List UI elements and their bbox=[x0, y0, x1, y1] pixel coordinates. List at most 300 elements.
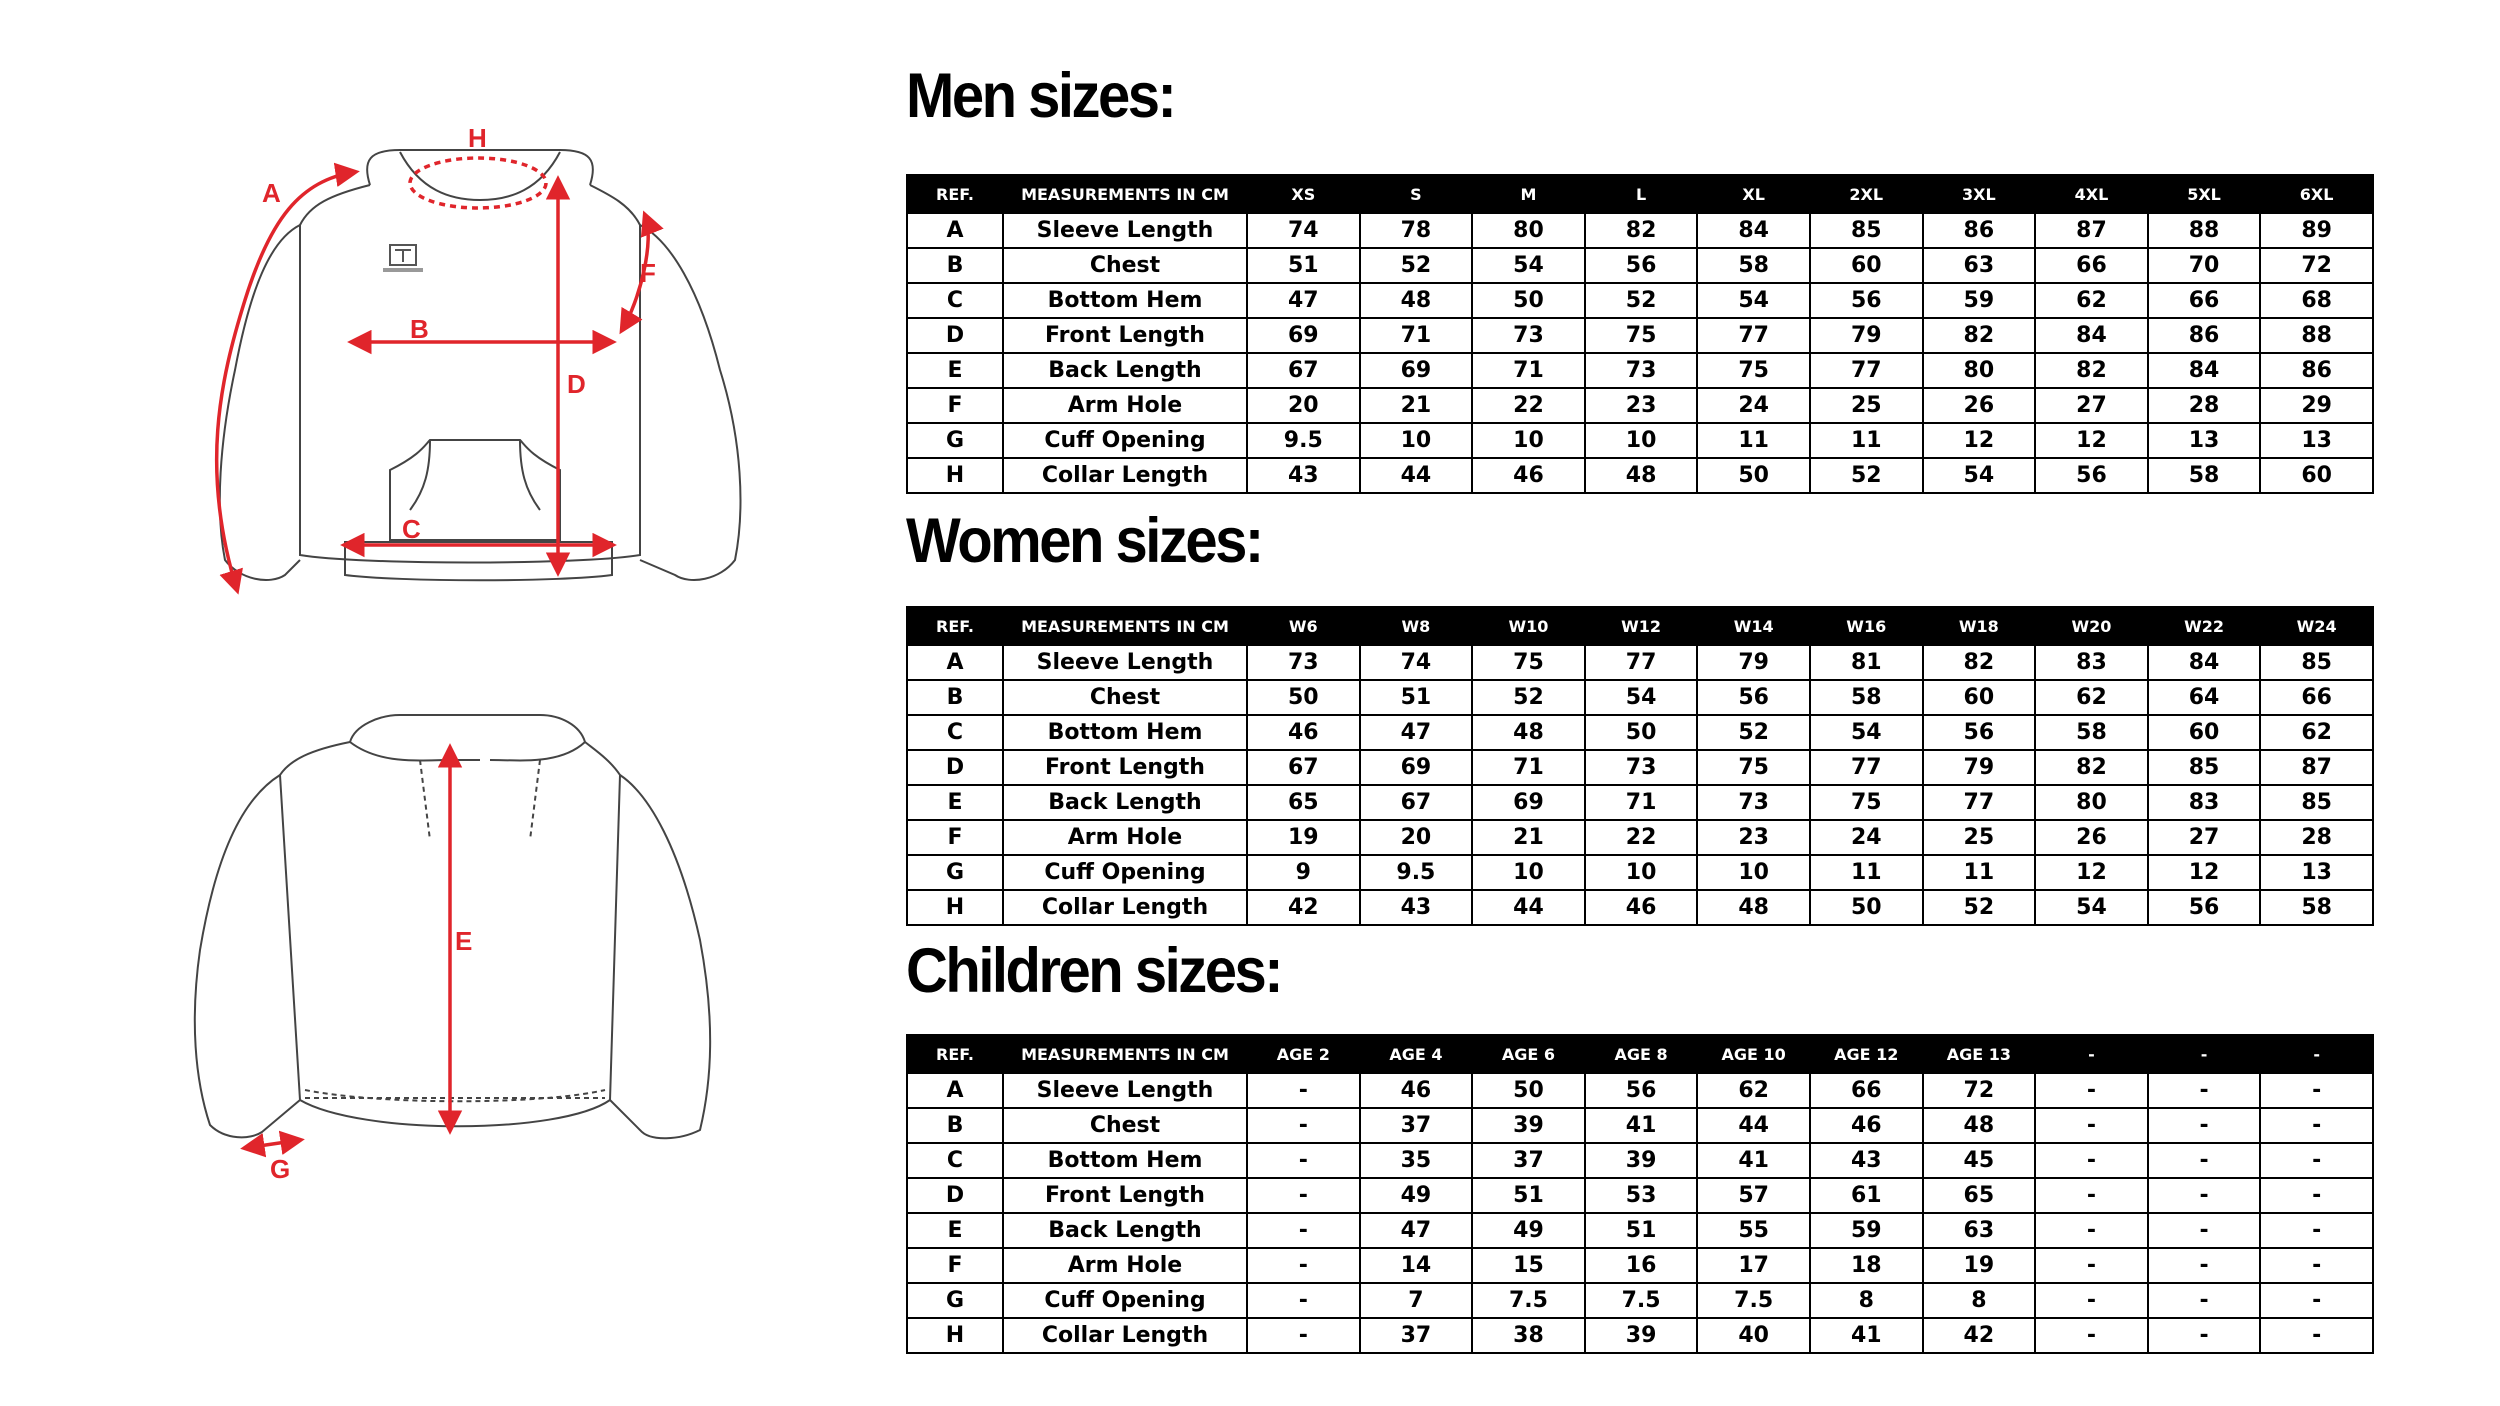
size-header: L bbox=[1585, 175, 1698, 213]
value-cell: 72 bbox=[2260, 248, 2373, 283]
size-header: W12 bbox=[1585, 607, 1698, 645]
value-cell: - bbox=[1247, 1213, 1360, 1248]
size-header: AGE 10 bbox=[1697, 1035, 1810, 1073]
women-sizes-title: Women sizes: bbox=[906, 506, 1262, 577]
value-cell: 57 bbox=[1697, 1178, 1810, 1213]
hoodie-back-diagram bbox=[150, 700, 770, 1220]
value-cell: - bbox=[2260, 1248, 2373, 1283]
value-cell: - bbox=[1247, 1143, 1360, 1178]
value-cell: 52 bbox=[1810, 458, 1923, 493]
value-cell: 54 bbox=[1810, 715, 1923, 750]
value-cell: 72 bbox=[1923, 1073, 2036, 1108]
value-cell: 40 bbox=[1697, 1318, 1810, 1353]
value-cell: 84 bbox=[1697, 213, 1810, 248]
value-cell: 85 bbox=[1810, 213, 1923, 248]
ref-cell: A bbox=[907, 213, 1003, 248]
value-cell: 41 bbox=[1585, 1108, 1698, 1143]
value-cell: - bbox=[2260, 1213, 2373, 1248]
value-cell: 44 bbox=[1697, 1108, 1810, 1143]
value-cell: 11 bbox=[1697, 423, 1810, 458]
value-cell: 65 bbox=[1923, 1178, 2036, 1213]
value-cell: 89 bbox=[2260, 213, 2373, 248]
value-cell: 52 bbox=[1585, 283, 1698, 318]
value-cell: 69 bbox=[1360, 353, 1473, 388]
label-d: D bbox=[567, 369, 586, 399]
size-header: W14 bbox=[1697, 607, 1810, 645]
measurement-name-cell: Bottom Hem bbox=[1003, 1143, 1247, 1178]
value-cell: 27 bbox=[2148, 820, 2261, 855]
value-cell: 28 bbox=[2148, 388, 2261, 423]
value-cell: 63 bbox=[1923, 248, 2036, 283]
size-header: M bbox=[1472, 175, 1585, 213]
value-cell: 45 bbox=[1923, 1143, 2036, 1178]
table-row bbox=[907, 1143, 2373, 1178]
value-cell: 77 bbox=[1810, 750, 1923, 785]
value-cell: 11 bbox=[1923, 855, 2036, 890]
value-cell: 51 bbox=[1360, 680, 1473, 715]
ref-header: REF. bbox=[907, 607, 1003, 645]
value-cell: - bbox=[2035, 1248, 2148, 1283]
measurement-name-cell: Chest bbox=[1003, 248, 1247, 283]
value-cell: 11 bbox=[1810, 423, 1923, 458]
value-cell: - bbox=[2148, 1213, 2261, 1248]
value-cell: 79 bbox=[1923, 750, 2036, 785]
value-cell: 56 bbox=[2035, 458, 2148, 493]
value-cell: 56 bbox=[1810, 283, 1923, 318]
value-cell: 12 bbox=[2035, 855, 2148, 890]
value-cell: 78 bbox=[1360, 213, 1473, 248]
value-cell: 29 bbox=[2260, 388, 2373, 423]
value-cell: 77 bbox=[1923, 785, 2036, 820]
value-cell: 82 bbox=[1923, 318, 2036, 353]
label-f: F bbox=[640, 258, 656, 288]
value-cell: - bbox=[1247, 1073, 1360, 1108]
men-size-table bbox=[906, 174, 2374, 494]
value-cell: 25 bbox=[1810, 388, 1923, 423]
size-header: XL bbox=[1697, 175, 1810, 213]
value-cell: 26 bbox=[1923, 388, 2036, 423]
value-cell: 85 bbox=[2260, 645, 2373, 680]
women-size-table bbox=[906, 606, 2374, 926]
value-cell: 66 bbox=[2260, 680, 2373, 715]
value-cell: 48 bbox=[1360, 283, 1473, 318]
value-cell: 27 bbox=[2035, 388, 2148, 423]
value-cell: 23 bbox=[1697, 820, 1810, 855]
size-header: W10 bbox=[1472, 607, 1585, 645]
value-cell: - bbox=[2148, 1248, 2261, 1283]
value-cell: 54 bbox=[2035, 890, 2148, 925]
value-cell: 43 bbox=[1360, 890, 1473, 925]
hoodie-front-diagram bbox=[150, 110, 770, 630]
value-cell: 7.5 bbox=[1697, 1283, 1810, 1318]
value-cell: 18 bbox=[1810, 1248, 1923, 1283]
label-e: E bbox=[455, 926, 473, 956]
value-cell: 75 bbox=[1472, 645, 1585, 680]
measurement-name-cell: Back Length bbox=[1003, 1213, 1247, 1248]
measurement-name-cell: Arm Hole bbox=[1003, 1248, 1247, 1283]
value-cell: - bbox=[2148, 1283, 2261, 1318]
value-cell: 50 bbox=[1472, 1073, 1585, 1108]
value-cell: 83 bbox=[2035, 645, 2148, 680]
table-row bbox=[907, 458, 2373, 493]
men-sizes-title: Men sizes: bbox=[906, 61, 1175, 132]
value-cell: 67 bbox=[1247, 750, 1360, 785]
table-row bbox=[907, 388, 2373, 423]
value-cell: - bbox=[2035, 1073, 2148, 1108]
value-cell: 71 bbox=[1472, 353, 1585, 388]
value-cell: 54 bbox=[1472, 248, 1585, 283]
size-header: AGE 12 bbox=[1810, 1035, 1923, 1073]
measurement-name-cell: Bottom Hem bbox=[1003, 715, 1247, 750]
value-cell: 82 bbox=[1585, 213, 1698, 248]
value-cell: 50 bbox=[1585, 715, 1698, 750]
table-row bbox=[907, 283, 2373, 318]
value-cell: 41 bbox=[1697, 1143, 1810, 1178]
value-cell: 75 bbox=[1810, 785, 1923, 820]
value-cell: 46 bbox=[1810, 1108, 1923, 1143]
ref-cell: F bbox=[907, 388, 1003, 423]
size-header: W22 bbox=[2148, 607, 2261, 645]
value-cell: 48 bbox=[1923, 1108, 2036, 1143]
size-header: 5XL bbox=[2148, 175, 2261, 213]
value-cell: 14 bbox=[1360, 1248, 1473, 1283]
value-cell: 21 bbox=[1360, 388, 1473, 423]
ref-cell: E bbox=[907, 353, 1003, 388]
value-cell: 79 bbox=[1810, 318, 1923, 353]
value-cell: 47 bbox=[1247, 283, 1360, 318]
size-header: W18 bbox=[1923, 607, 2036, 645]
value-cell: 13 bbox=[2260, 423, 2373, 458]
table-row bbox=[907, 715, 2373, 750]
ref-cell: A bbox=[907, 1073, 1003, 1108]
table-row bbox=[907, 423, 2373, 458]
value-cell: 85 bbox=[2260, 785, 2373, 820]
value-cell: 49 bbox=[1360, 1178, 1473, 1213]
table-row bbox=[907, 213, 2373, 248]
ref-cell: D bbox=[907, 750, 1003, 785]
value-cell: 12 bbox=[1923, 423, 2036, 458]
value-cell: 73 bbox=[1585, 353, 1698, 388]
measurement-name-cell: Front Length bbox=[1003, 750, 1247, 785]
value-cell: 46 bbox=[1247, 715, 1360, 750]
size-header: S bbox=[1360, 175, 1473, 213]
measurement-name-cell: Arm Hole bbox=[1003, 388, 1247, 423]
value-cell: - bbox=[2035, 1283, 2148, 1318]
value-cell: - bbox=[2260, 1108, 2373, 1143]
label-g: G bbox=[270, 1154, 291, 1184]
value-cell: 73 bbox=[1585, 750, 1698, 785]
value-cell: 75 bbox=[1585, 318, 1698, 353]
value-cell: 25 bbox=[1923, 820, 2036, 855]
ref-cell: G bbox=[907, 423, 1003, 458]
ref-cell: G bbox=[907, 1283, 1003, 1318]
value-cell: - bbox=[2035, 1178, 2148, 1213]
ref-cell: F bbox=[907, 820, 1003, 855]
table-row bbox=[907, 1213, 2373, 1248]
value-cell: 58 bbox=[2260, 890, 2373, 925]
value-cell: 86 bbox=[2260, 353, 2373, 388]
measurement-name-cell: Sleeve Length bbox=[1003, 1073, 1247, 1108]
value-cell: 86 bbox=[2148, 318, 2261, 353]
size-header: AGE 4 bbox=[1360, 1035, 1473, 1073]
value-cell: 74 bbox=[1247, 213, 1360, 248]
value-cell: 48 bbox=[1585, 458, 1698, 493]
value-cell: 82 bbox=[2035, 353, 2148, 388]
value-cell: 56 bbox=[1585, 1073, 1698, 1108]
ref-header: REF. bbox=[907, 175, 1003, 213]
size-header: W6 bbox=[1247, 607, 1360, 645]
ref-cell: B bbox=[907, 680, 1003, 715]
value-cell: - bbox=[2260, 1283, 2373, 1318]
value-cell: - bbox=[2035, 1213, 2148, 1248]
value-cell: 50 bbox=[1247, 680, 1360, 715]
value-cell: 51 bbox=[1472, 1178, 1585, 1213]
value-cell: 51 bbox=[1585, 1213, 1698, 1248]
value-cell: 48 bbox=[1697, 890, 1810, 925]
value-cell: - bbox=[2148, 1178, 2261, 1213]
size-header: W8 bbox=[1360, 607, 1473, 645]
value-cell: 59 bbox=[1810, 1213, 1923, 1248]
value-cell: 86 bbox=[1923, 213, 2036, 248]
label-h: H bbox=[468, 123, 487, 153]
children-size-table bbox=[906, 1034, 2374, 1354]
value-cell: 16 bbox=[1585, 1248, 1698, 1283]
value-cell: 68 bbox=[2260, 283, 2373, 318]
value-cell: 24 bbox=[1810, 820, 1923, 855]
value-cell: 10 bbox=[1360, 423, 1473, 458]
measurement-name-cell: Front Length bbox=[1003, 318, 1247, 353]
size-header: AGE 8 bbox=[1585, 1035, 1698, 1073]
value-cell: 73 bbox=[1697, 785, 1810, 820]
value-cell: 26 bbox=[2035, 820, 2148, 855]
value-cell: 11 bbox=[1810, 855, 1923, 890]
table-row bbox=[907, 855, 2373, 890]
ref-cell: H bbox=[907, 890, 1003, 925]
table-header-row bbox=[907, 607, 2373, 645]
value-cell: 43 bbox=[1247, 458, 1360, 493]
value-cell: 7.5 bbox=[1585, 1283, 1698, 1318]
measurement-name-cell: Front Length bbox=[1003, 1178, 1247, 1213]
value-cell: 50 bbox=[1810, 890, 1923, 925]
value-cell: 39 bbox=[1585, 1318, 1698, 1353]
measurement-name-cell: Cuff Opening bbox=[1003, 1283, 1247, 1318]
value-cell: 28 bbox=[2260, 820, 2373, 855]
value-cell: 10 bbox=[1585, 423, 1698, 458]
value-cell: 15 bbox=[1472, 1248, 1585, 1283]
value-cell: 52 bbox=[1360, 248, 1473, 283]
value-cell: 71 bbox=[1360, 318, 1473, 353]
value-cell: 79 bbox=[1697, 645, 1810, 680]
value-cell: 24 bbox=[1697, 388, 1810, 423]
table-row bbox=[907, 1318, 2373, 1353]
label-b: B bbox=[410, 314, 429, 344]
ref-cell: B bbox=[907, 1108, 1003, 1143]
value-cell: 41 bbox=[1810, 1318, 1923, 1353]
value-cell: 37 bbox=[1360, 1318, 1473, 1353]
value-cell: 77 bbox=[1697, 318, 1810, 353]
value-cell: 52 bbox=[1697, 715, 1810, 750]
value-cell: 73 bbox=[1472, 318, 1585, 353]
measurement-name-cell: Back Length bbox=[1003, 785, 1247, 820]
value-cell: 61 bbox=[1810, 1178, 1923, 1213]
value-cell: 42 bbox=[1247, 890, 1360, 925]
value-cell: 67 bbox=[1247, 353, 1360, 388]
value-cell: - bbox=[2260, 1143, 2373, 1178]
value-cell: 75 bbox=[1697, 750, 1810, 785]
ref-header: REF. bbox=[907, 1035, 1003, 1073]
value-cell: - bbox=[1247, 1318, 1360, 1353]
value-cell: 56 bbox=[2148, 890, 2261, 925]
value-cell: 48 bbox=[1472, 715, 1585, 750]
ref-cell: H bbox=[907, 1318, 1003, 1353]
measurement-name-cell: Cuff Opening bbox=[1003, 423, 1247, 458]
value-cell: - bbox=[2148, 1318, 2261, 1353]
table-row bbox=[907, 680, 2373, 715]
value-cell: 50 bbox=[1697, 458, 1810, 493]
value-cell: 7.5 bbox=[1472, 1283, 1585, 1318]
value-cell: - bbox=[1247, 1248, 1360, 1283]
measurement-name-cell: Chest bbox=[1003, 680, 1247, 715]
ref-cell: B bbox=[907, 248, 1003, 283]
table-row bbox=[907, 1108, 2373, 1143]
value-cell: 62 bbox=[2035, 283, 2148, 318]
measurement-name-cell: Collar Length bbox=[1003, 458, 1247, 493]
children-sizes-title: Children sizes: bbox=[906, 936, 1282, 1007]
value-cell: 52 bbox=[1923, 890, 2036, 925]
value-cell: - bbox=[1247, 1108, 1360, 1143]
measurements-header: MEASUREMENTS IN CM bbox=[1003, 175, 1247, 213]
value-cell: 12 bbox=[2148, 855, 2261, 890]
ref-cell: G bbox=[907, 855, 1003, 890]
table-row bbox=[907, 1283, 2373, 1318]
value-cell: 37 bbox=[1360, 1108, 1473, 1143]
ref-cell: D bbox=[907, 318, 1003, 353]
measurement-name-cell: Collar Length bbox=[1003, 1318, 1247, 1353]
ref-cell: C bbox=[907, 283, 1003, 318]
table-row bbox=[907, 820, 2373, 855]
ref-cell: C bbox=[907, 1143, 1003, 1178]
measurement-name-cell: Back Length bbox=[1003, 353, 1247, 388]
value-cell: 10 bbox=[1697, 855, 1810, 890]
value-cell: 44 bbox=[1472, 890, 1585, 925]
value-cell: 63 bbox=[1923, 1213, 2036, 1248]
ref-cell: E bbox=[907, 785, 1003, 820]
value-cell: 23 bbox=[1585, 388, 1698, 423]
value-cell: 56 bbox=[1923, 715, 2036, 750]
value-cell: 56 bbox=[1697, 680, 1810, 715]
table-row bbox=[907, 1073, 2373, 1108]
value-cell: - bbox=[2260, 1318, 2373, 1353]
value-cell: 60 bbox=[1810, 248, 1923, 283]
value-cell: 65 bbox=[1247, 785, 1360, 820]
size-header: - bbox=[2260, 1035, 2373, 1073]
value-cell: 58 bbox=[2035, 715, 2148, 750]
value-cell: 69 bbox=[1247, 318, 1360, 353]
value-cell: 70 bbox=[2148, 248, 2261, 283]
table-row bbox=[907, 890, 2373, 925]
value-cell: 55 bbox=[1697, 1213, 1810, 1248]
value-cell: 62 bbox=[2260, 715, 2373, 750]
measurements-header: MEASUREMENTS IN CM bbox=[1003, 1035, 1247, 1073]
ref-cell: H bbox=[907, 458, 1003, 493]
value-cell: 52 bbox=[1472, 680, 1585, 715]
value-cell: 66 bbox=[1810, 1073, 1923, 1108]
value-cell: 51 bbox=[1247, 248, 1360, 283]
table-row bbox=[907, 750, 2373, 785]
measurement-name-cell: Collar Length bbox=[1003, 890, 1247, 925]
value-cell: 20 bbox=[1360, 820, 1473, 855]
value-cell: 8 bbox=[1810, 1283, 1923, 1318]
value-cell: 67 bbox=[1360, 785, 1473, 820]
value-cell: 74 bbox=[1360, 645, 1473, 680]
value-cell: 37 bbox=[1472, 1143, 1585, 1178]
value-cell: - bbox=[1247, 1178, 1360, 1213]
measurement-name-cell: Arm Hole bbox=[1003, 820, 1247, 855]
value-cell: 54 bbox=[1697, 283, 1810, 318]
size-header: W16 bbox=[1810, 607, 1923, 645]
ref-cell: A bbox=[907, 645, 1003, 680]
table-row bbox=[907, 1248, 2373, 1283]
value-cell: 8 bbox=[1923, 1283, 2036, 1318]
value-cell: 69 bbox=[1472, 785, 1585, 820]
value-cell: 35 bbox=[1360, 1143, 1473, 1178]
size-header: 4XL bbox=[2035, 175, 2148, 213]
value-cell: 82 bbox=[1923, 645, 2036, 680]
value-cell: 13 bbox=[2260, 855, 2373, 890]
value-cell: 39 bbox=[1585, 1143, 1698, 1178]
value-cell: 87 bbox=[2260, 750, 2373, 785]
table-row bbox=[907, 248, 2373, 283]
value-cell: 60 bbox=[1923, 680, 2036, 715]
value-cell: 73 bbox=[1247, 645, 1360, 680]
value-cell: 9 bbox=[1247, 855, 1360, 890]
label-c: C bbox=[402, 514, 421, 544]
value-cell: 22 bbox=[1472, 388, 1585, 423]
value-cell: 17 bbox=[1697, 1248, 1810, 1283]
table-row bbox=[907, 353, 2373, 388]
ref-cell: F bbox=[907, 1248, 1003, 1283]
value-cell: 19 bbox=[1247, 820, 1360, 855]
ref-cell: E bbox=[907, 1213, 1003, 1248]
value-cell: 42 bbox=[1923, 1318, 2036, 1353]
value-cell: 84 bbox=[2148, 645, 2261, 680]
value-cell: 10 bbox=[1472, 423, 1585, 458]
value-cell: 81 bbox=[1810, 645, 1923, 680]
value-cell: - bbox=[2148, 1143, 2261, 1178]
value-cell: 60 bbox=[2260, 458, 2373, 493]
size-header: 3XL bbox=[1923, 175, 2036, 213]
value-cell: 46 bbox=[1360, 1073, 1473, 1108]
value-cell: 58 bbox=[1810, 680, 1923, 715]
value-cell: 64 bbox=[2148, 680, 2261, 715]
value-cell: 50 bbox=[1472, 283, 1585, 318]
value-cell: 60 bbox=[2148, 715, 2261, 750]
value-cell: 46 bbox=[1472, 458, 1585, 493]
value-cell: - bbox=[2260, 1178, 2373, 1213]
size-header: W20 bbox=[2035, 607, 2148, 645]
measurement-name-cell: Sleeve Length bbox=[1003, 213, 1247, 248]
value-cell: 54 bbox=[1585, 680, 1698, 715]
value-cell: 62 bbox=[2035, 680, 2148, 715]
value-cell: 38 bbox=[1472, 1318, 1585, 1353]
value-cell: 9.5 bbox=[1247, 423, 1360, 458]
value-cell: 62 bbox=[1697, 1073, 1810, 1108]
value-cell: 83 bbox=[2148, 785, 2261, 820]
value-cell: 22 bbox=[1585, 820, 1698, 855]
size-header: 2XL bbox=[1810, 175, 1923, 213]
value-cell: 88 bbox=[2260, 318, 2373, 353]
size-header: - bbox=[2148, 1035, 2261, 1073]
